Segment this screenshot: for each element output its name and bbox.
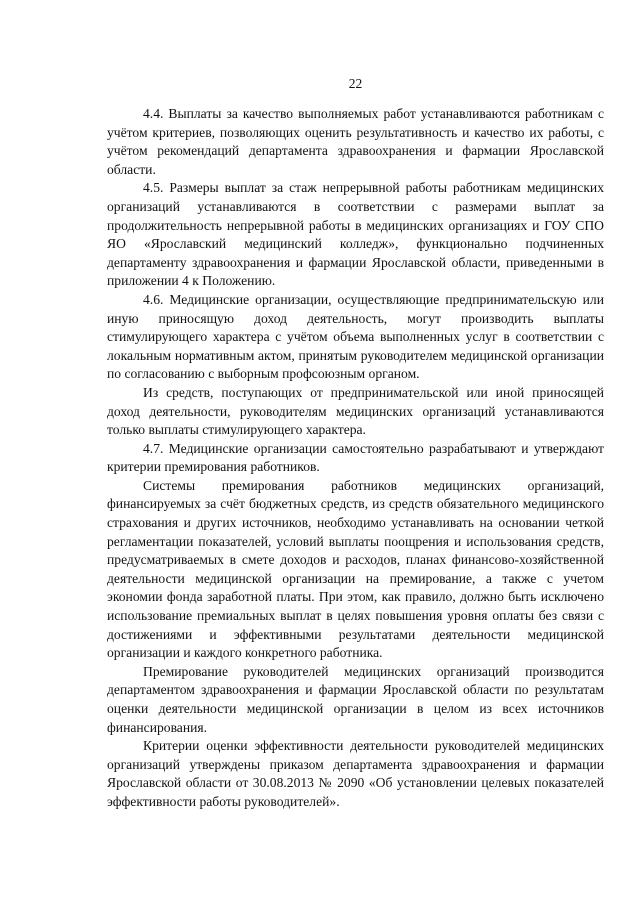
paragraph-head-bonuses: Премирование руководителей медицинских организаций производится департаментом здравоохранения и фармации Ярославской области по результатам оценки деятельности медицинской организации в целом из всех источников финансирования. <box>107 663 604 735</box>
paragraph-evaluation-criteria: Критерии оценки эффективности деятельности руководителей медицинских организаций утверждены приказом департамента здравоохранения и фармации Ярославской области от 30.08.2013 № 2090 «Об установлении целевых показателей эффективности работы руководителей». <box>107 738 604 809</box>
page-number: 22 <box>348 76 363 91</box>
paragraph-4-5: 4.5. Размеры выплат за стаж непрерывной работы работникам медицинских организаций устанавливаются в соответствии с размерами выплат за продолжительность непрерывной работы в медицинских организациях и ГОУ СПО ЯО «Ярославский медицинский колледж», функционально подчиненных департаменту здравоохранения и фармации Ярославской области, приведенными в приложении 4 к Положению. <box>107 180 604 289</box>
paragraph-4-7: 4.7. Медицинские организации самостоятельно разрабатывают и утверждают критерии премирования работников. <box>107 440 604 475</box>
paragraph-4-6: 4.6. Медицинские организации, осуществляющие предпринимательскую или иную приносящую доход деятельность, могут производить выплаты стимулирующего характера с учётом объема выполненных услуг в соответствии с локальным нормативным актом, принятым руководителем медицинской организации по согласованию с выборным профсоюзным органом. <box>107 291 604 382</box>
paragraph-bonus-systems: Системы премирования работников медицинских организаций, финансируемых за счёт бюджетных средств, из средств обязательного медицинского страхования и других источников, необходимо устанавливать на основании четкой регламентации показателей, условий выплаты поощрения и использования средств, предусматриваемых в смете доходов и расходов, планах финансово-хозяйственной деятельности медицинской организации на премирование, а также с учетом экономии фонда заработной платы. При этом, как правило, должно быть исключено использование премиальных выплат в целях повышения уровня оплаты без связи с достижениями и эффективными результатами деятельности медицинской организации и каждого конкретного работника. <box>107 477 604 661</box>
paragraph-4-4: 4.4. Выплаты за качество выполняемых работ устанавливаются работникам с учётом критериев, позволяющих оценить результативность и качество их работы, с учётом рекомендаций департамента здравоохранения и фармации Ярославской области. <box>107 106 604 177</box>
paragraph-4-6-income: Из средств, поступающих от предпринимательской или иной приносящей доход деятельности, руководителям медицинских организаций устанавливаются только выплаты стимулирующего характера. <box>107 384 604 438</box>
